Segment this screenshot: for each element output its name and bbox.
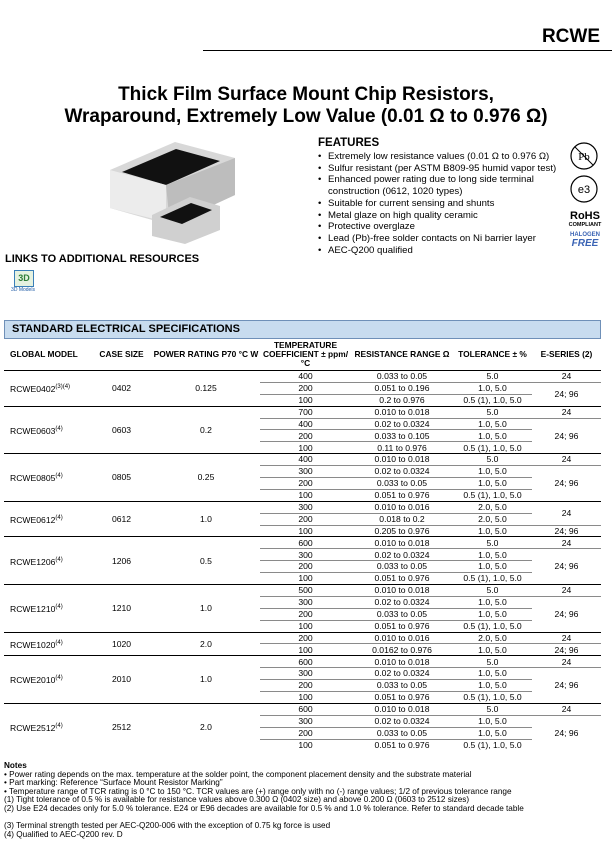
model-footnote: (4) <box>55 639 63 646</box>
feature-item: • Enhanced power rating due to long side terminal construction (0612, 1020 types) <box>318 174 564 197</box>
tolerance-cell: 5.0 <box>453 656 532 668</box>
tcr-cell: 300 <box>260 466 351 478</box>
eseries-cell: 24 <box>532 585 601 597</box>
eseries-cell: 24; 96 <box>532 525 601 537</box>
table-row <box>4 703 601 715</box>
table-row <box>4 537 601 549</box>
model-footnote: (4) <box>55 514 63 521</box>
table-row <box>4 656 601 668</box>
case-size-cell: 0402 <box>91 371 152 407</box>
power-rating-cell: 0.2 <box>152 406 260 454</box>
tcr-cell: 600 <box>260 537 351 549</box>
power-rating-cell: 0.25 <box>152 454 260 502</box>
model-footnote: (3)(4) <box>55 384 71 391</box>
tcr-cell: 200 <box>260 430 351 442</box>
model-label: RCWE1206 <box>10 556 56 567</box>
tcr-cell: 200 <box>260 382 351 394</box>
rohs-badge <box>560 210 610 249</box>
range-cell: 0.010 to 0.016 <box>351 632 453 644</box>
tolerance-cell: 1.0, 5.0 <box>453 430 532 442</box>
case-size-cell: 0805 <box>91 454 152 502</box>
model-footnote: (4) <box>55 473 63 480</box>
power-rating-cell: 1.0 <box>152 501 260 537</box>
range-cell: 0.033 to 0.05 <box>351 371 453 383</box>
halogen-text: HALOGEN <box>570 232 600 238</box>
power-rating-cell: 0.125 <box>152 371 260 407</box>
tolerance-cell: 1.0, 5.0 <box>453 466 532 478</box>
tolerance-cell: 1.0, 5.0 <box>453 418 532 430</box>
power-rating-cell: 1.0 <box>152 656 260 704</box>
col-header-power: POWER RATING P70 °C W <box>152 339 260 371</box>
tolerance-cell: 1.0, 5.0 <box>453 727 532 739</box>
range-cell: 0.033 to 0.05 <box>351 680 453 692</box>
tcr-cell: 100 <box>260 489 351 501</box>
range-cell: 0.02 to 0.0324 <box>351 466 453 478</box>
tolerance-cell: 5.0 <box>453 406 532 418</box>
tcr-cell: 400 <box>260 454 351 466</box>
model-cell <box>4 656 91 704</box>
case-size-cell: 1020 <box>91 632 152 656</box>
part-family-title: RCWE <box>541 26 600 47</box>
feature-item: • Metal glaze on high quality ceramic <box>318 210 564 222</box>
tolerance-cell: 1.0, 5.0 <box>453 644 532 656</box>
range-cell: 0.033 to 0.05 <box>351 727 453 739</box>
note-line: (3) Terminal strength tested per AEC-Q200-006 with the exception of 0.75 kg force is used <box>4 822 331 831</box>
tcr-cell: 200 <box>260 632 351 644</box>
range-cell: 0.051 to 0.976 <box>351 620 453 632</box>
tcr-cell: 200 <box>260 727 351 739</box>
table-row <box>4 454 601 466</box>
power-rating-cell: 0.5 <box>152 537 260 585</box>
note-line <box>4 814 604 823</box>
model-label: RCWE2010 <box>10 675 56 686</box>
model-footnote: (4) <box>55 723 63 730</box>
tcr-cell: 300 <box>260 596 351 608</box>
tcr-cell: 100 <box>260 573 351 585</box>
spec-table <box>4 339 601 751</box>
tolerance-cell: 1.0, 5.0 <box>453 561 532 573</box>
tolerance-cell: 0.5 (1), 1.0, 5.0 <box>453 394 532 406</box>
range-cell: 0.051 to 0.976 <box>351 692 453 704</box>
model-cell <box>4 406 91 454</box>
tolerance-cell: 0.5 (1), 1.0, 5.0 <box>453 442 532 454</box>
range-cell: 0.033 to 0.105 <box>351 430 453 442</box>
tolerance-cell: 0.5 (1), 1.0, 5.0 <box>453 692 532 704</box>
note-line: (2) Use E24 decades only for 5.0 % tolerance. E24 or E96 decades are available for 0.5 % and 1.0 % tolerance. Refer to standard decade table <box>4 804 524 813</box>
model-cell <box>4 501 91 537</box>
range-cell: 0.02 to 0.0324 <box>351 596 453 608</box>
range-cell: 0.11 to 0.976 <box>351 442 453 454</box>
tcr-cell: 100 <box>260 739 351 750</box>
model-label: RCWE0603 <box>10 425 56 436</box>
e3-text: e3 <box>577 184 591 196</box>
tolerance-cell: 0.5 (1), 1.0, 5.0 <box>453 739 532 750</box>
eseries-cell: 24 <box>532 501 601 525</box>
model-cell <box>4 585 91 633</box>
tcr-cell: 100 <box>260 692 351 704</box>
power-rating-cell: 2.0 <box>152 703 260 750</box>
range-cell: 0.010 to 0.018 <box>351 585 453 597</box>
eseries-cell: 24 <box>532 656 601 668</box>
tcr-cell: 300 <box>260 668 351 680</box>
tcr-cell: 400 <box>260 371 351 383</box>
range-cell: 0.2 to 0.976 <box>351 394 453 406</box>
tcr-cell: 300 <box>260 549 351 561</box>
spec-table-section <box>4 320 601 751</box>
3d-model-label: 3D Models <box>11 287 35 293</box>
power-rating-cell: 2.0 <box>152 632 260 656</box>
range-cell: 0.0162 to 0.976 <box>351 644 453 656</box>
feature-item: • Protective overglaze <box>318 221 564 233</box>
eseries-cell: 24; 96 <box>532 596 601 632</box>
model-footnote: (4) <box>55 556 63 563</box>
col-header-case: CASE SIZE <box>91 339 152 371</box>
feature-item: • AEC-Q200 qualified <box>318 245 564 257</box>
feature-item: • Sulfur resistant (per ASTM B809-95 humid vapor test) <box>318 163 564 175</box>
compliance-marks <box>568 140 602 206</box>
tolerance-cell: 1.0, 5.0 <box>453 596 532 608</box>
range-cell: 0.010 to 0.018 <box>351 537 453 549</box>
tolerance-cell: 1.0, 5.0 <box>453 478 532 490</box>
tolerance-cell: 0.5 (1), 1.0, 5.0 <box>453 573 532 585</box>
table-body <box>4 371 601 751</box>
tcr-cell: 200 <box>260 561 351 573</box>
table-title: STANDARD ELECTRICAL SPECIFICATIONS <box>4 320 601 339</box>
table-row <box>4 632 601 644</box>
model-footnote: (4) <box>55 604 63 611</box>
range-cell: 0.033 to 0.05 <box>351 561 453 573</box>
eseries-cell: 24; 96 <box>532 382 601 406</box>
model-cell <box>4 371 91 407</box>
rohs-compliant-text: COMPLIANT <box>568 222 602 228</box>
range-cell: 0.033 to 0.05 <box>351 478 453 490</box>
tolerance-cell: 5.0 <box>453 371 532 383</box>
features-heading: FEATURES <box>318 137 380 149</box>
header-rule <box>203 50 612 51</box>
eseries-cell: 24 <box>532 632 601 644</box>
title-line-1: Thick Film Surface Mount Chip Resistors, <box>118 84 494 105</box>
tcr-cell: 100 <box>260 442 351 454</box>
col-header-eseries: E-SERIES (2) <box>532 339 601 371</box>
table-row <box>4 371 601 383</box>
halogen-free-text: FREE <box>571 238 599 249</box>
table-row <box>4 585 601 597</box>
range-cell: 0.051 to 0.976 <box>351 489 453 501</box>
range-cell: 0.02 to 0.0324 <box>351 715 453 727</box>
tcr-cell: 500 <box>260 585 351 597</box>
pb-text: Pb <box>578 151 590 163</box>
tolerance-cell: 1.0, 5.0 <box>453 608 532 620</box>
range-cell: 0.033 to 0.05 <box>351 608 453 620</box>
title-line-2: Wraparound, Extremely Low Value (0.01 Ω to 0.976 Ω) <box>64 106 548 127</box>
notes-heading: Notes <box>4 762 27 770</box>
tolerance-cell: 1.0, 5.0 <box>453 715 532 727</box>
range-cell: 0.051 to 0.196 <box>351 382 453 394</box>
tcr-cell: 400 <box>260 418 351 430</box>
range-cell: 0.010 to 0.018 <box>351 454 453 466</box>
tolerance-cell: 2.0, 5.0 <box>453 513 532 525</box>
case-size-cell: 1206 <box>91 537 152 585</box>
tcr-cell: 600 <box>260 656 351 668</box>
range-cell: 0.051 to 0.976 <box>351 573 453 585</box>
eseries-cell: 24 <box>532 454 601 466</box>
tolerance-cell: 0.5 (1), 1.0, 5.0 <box>453 489 532 501</box>
col-header-model: GLOBAL MODEL <box>4 339 91 371</box>
range-cell: 0.051 to 0.976 <box>351 739 453 750</box>
model-label: RCWE0612 <box>10 514 56 525</box>
eseries-cell: 24; 96 <box>532 466 601 502</box>
feature-item: • Lead (Pb)-free solder contacts on Ni barrier layer <box>318 233 564 245</box>
col-header-range: RESISTANCE RANGE Ω <box>351 339 453 371</box>
case-size-cell: 2512 <box>91 703 152 750</box>
eseries-cell: 24; 96 <box>532 715 601 750</box>
3d-model-icon: 3D <box>14 270 34 287</box>
tolerance-cell: 1.0, 5.0 <box>453 680 532 692</box>
eseries-cell: 24 <box>532 371 601 383</box>
case-size-cell: 2010 <box>91 656 152 704</box>
links-heading: LINKS TO ADDITIONAL RESOURCES <box>5 253 200 265</box>
eseries-cell: 24 <box>532 703 601 715</box>
tcr-cell: 100 <box>260 620 351 632</box>
note-line: (4) Qualified to AEC-Q200 rev. D <box>4 830 123 839</box>
tcr-cell: 700 <box>260 406 351 418</box>
tcr-cell: 100 <box>260 644 351 656</box>
note-line: (1) Tight tolerance of 0.5 % is available for resistance values above 0.300 Ω (0402 size) and above 0.200 Ω (0603 to 2512 sizes) <box>4 796 470 805</box>
tolerance-cell: 5.0 <box>453 454 532 466</box>
tolerance-cell: 2.0, 5.0 <box>453 501 532 513</box>
eseries-cell: 24 <box>532 406 601 418</box>
model-label: RCWE2512 <box>10 722 56 733</box>
tolerance-cell: 5.0 <box>453 585 532 597</box>
tcr-cell: 300 <box>260 715 351 727</box>
eseries-cell: 24; 96 <box>532 644 601 656</box>
tcr-cell: 200 <box>260 680 351 692</box>
model-label: RCWE1020 <box>10 639 56 650</box>
model-footnote: (4) <box>55 425 63 432</box>
case-size-cell: 1210 <box>91 585 152 633</box>
model-cell <box>4 703 91 750</box>
model-cell <box>4 632 91 656</box>
col-header-tolerance: TOLERANCE ± % <box>453 339 532 371</box>
resistor-product-image <box>90 140 290 245</box>
range-cell: 0.010 to 0.018 <box>351 406 453 418</box>
range-cell: 0.02 to 0.0324 <box>351 418 453 430</box>
tcr-cell: 300 <box>260 501 351 513</box>
range-cell: 0.02 to 0.0324 <box>351 668 453 680</box>
tcr-cell: 200 <box>260 478 351 490</box>
note-line: • Power rating depends on the max. temperature at the solder point, the component placement density and the substrate material <box>4 770 472 779</box>
page-title <box>0 84 612 128</box>
table-row <box>4 501 601 513</box>
model-cell <box>4 537 91 585</box>
3d-model-link[interactable] <box>10 270 36 298</box>
tolerance-cell: 1.0, 5.0 <box>453 668 532 680</box>
tcr-cell: 600 <box>260 703 351 715</box>
tolerance-cell: 0.5 (1), 1.0, 5.0 <box>453 620 532 632</box>
power-rating-cell: 1.0 <box>152 585 260 633</box>
col-header-tcr: TEMPERATURE COEFFICIENT ± ppm/°C <box>260 339 351 371</box>
tcr-cell: 100 <box>260 525 351 537</box>
table-row <box>4 406 601 418</box>
rohs-text: RoHS <box>570 210 600 222</box>
tolerance-cell: 1.0, 5.0 <box>453 525 532 537</box>
range-cell: 0.010 to 0.018 <box>351 656 453 668</box>
model-cell <box>4 454 91 502</box>
tolerance-cell: 5.0 <box>453 703 532 715</box>
note-line: • Part marking: Reference “Surface Mount Resistor Marking” <box>4 779 223 788</box>
tolerance-cell: 1.0, 5.0 <box>453 382 532 394</box>
range-cell: 0.205 to 0.976 <box>351 525 453 537</box>
tolerance-cell: 2.0, 5.0 <box>453 632 532 644</box>
model-label: RCWE0805 <box>10 473 56 484</box>
table-header-row <box>4 339 601 371</box>
tolerance-cell: 5.0 <box>453 537 532 549</box>
tcr-cell: 100 <box>260 394 351 406</box>
range-cell: 0.010 to 0.018 <box>351 703 453 715</box>
notes-section <box>4 762 604 839</box>
range-cell: 0.02 to 0.0324 <box>351 549 453 561</box>
note-line: • Temperature range of TCR rating is 0 °C to 150 °C. TCR values are (+) range only with no (-) range values; 1/2 of previous tolerance range <box>4 787 512 796</box>
range-cell: 0.010 to 0.016 <box>351 501 453 513</box>
eseries-cell: 24; 96 <box>532 668 601 704</box>
feature-item: • Suitable for current sensing and shunts <box>318 198 564 210</box>
model-footnote: (4) <box>55 675 63 682</box>
eseries-cell: 24 <box>532 537 601 549</box>
case-size-cell: 0612 <box>91 501 152 537</box>
features-list <box>318 151 564 256</box>
range-cell: 0.018 to 0.2 <box>351 513 453 525</box>
eseries-cell: 24; 96 <box>532 549 601 585</box>
case-size-cell: 0603 <box>91 406 152 454</box>
tolerance-cell: 1.0, 5.0 <box>453 549 532 561</box>
feature-item: • Extremely low resistance values (0.01 Ω to 0.976 Ω) <box>318 151 564 163</box>
eseries-cell: 24; 96 <box>532 418 601 454</box>
tcr-cell: 200 <box>260 608 351 620</box>
tcr-cell: 200 <box>260 513 351 525</box>
model-label: RCWE0402 <box>10 384 56 395</box>
model-label: RCWE1210 <box>10 603 56 614</box>
